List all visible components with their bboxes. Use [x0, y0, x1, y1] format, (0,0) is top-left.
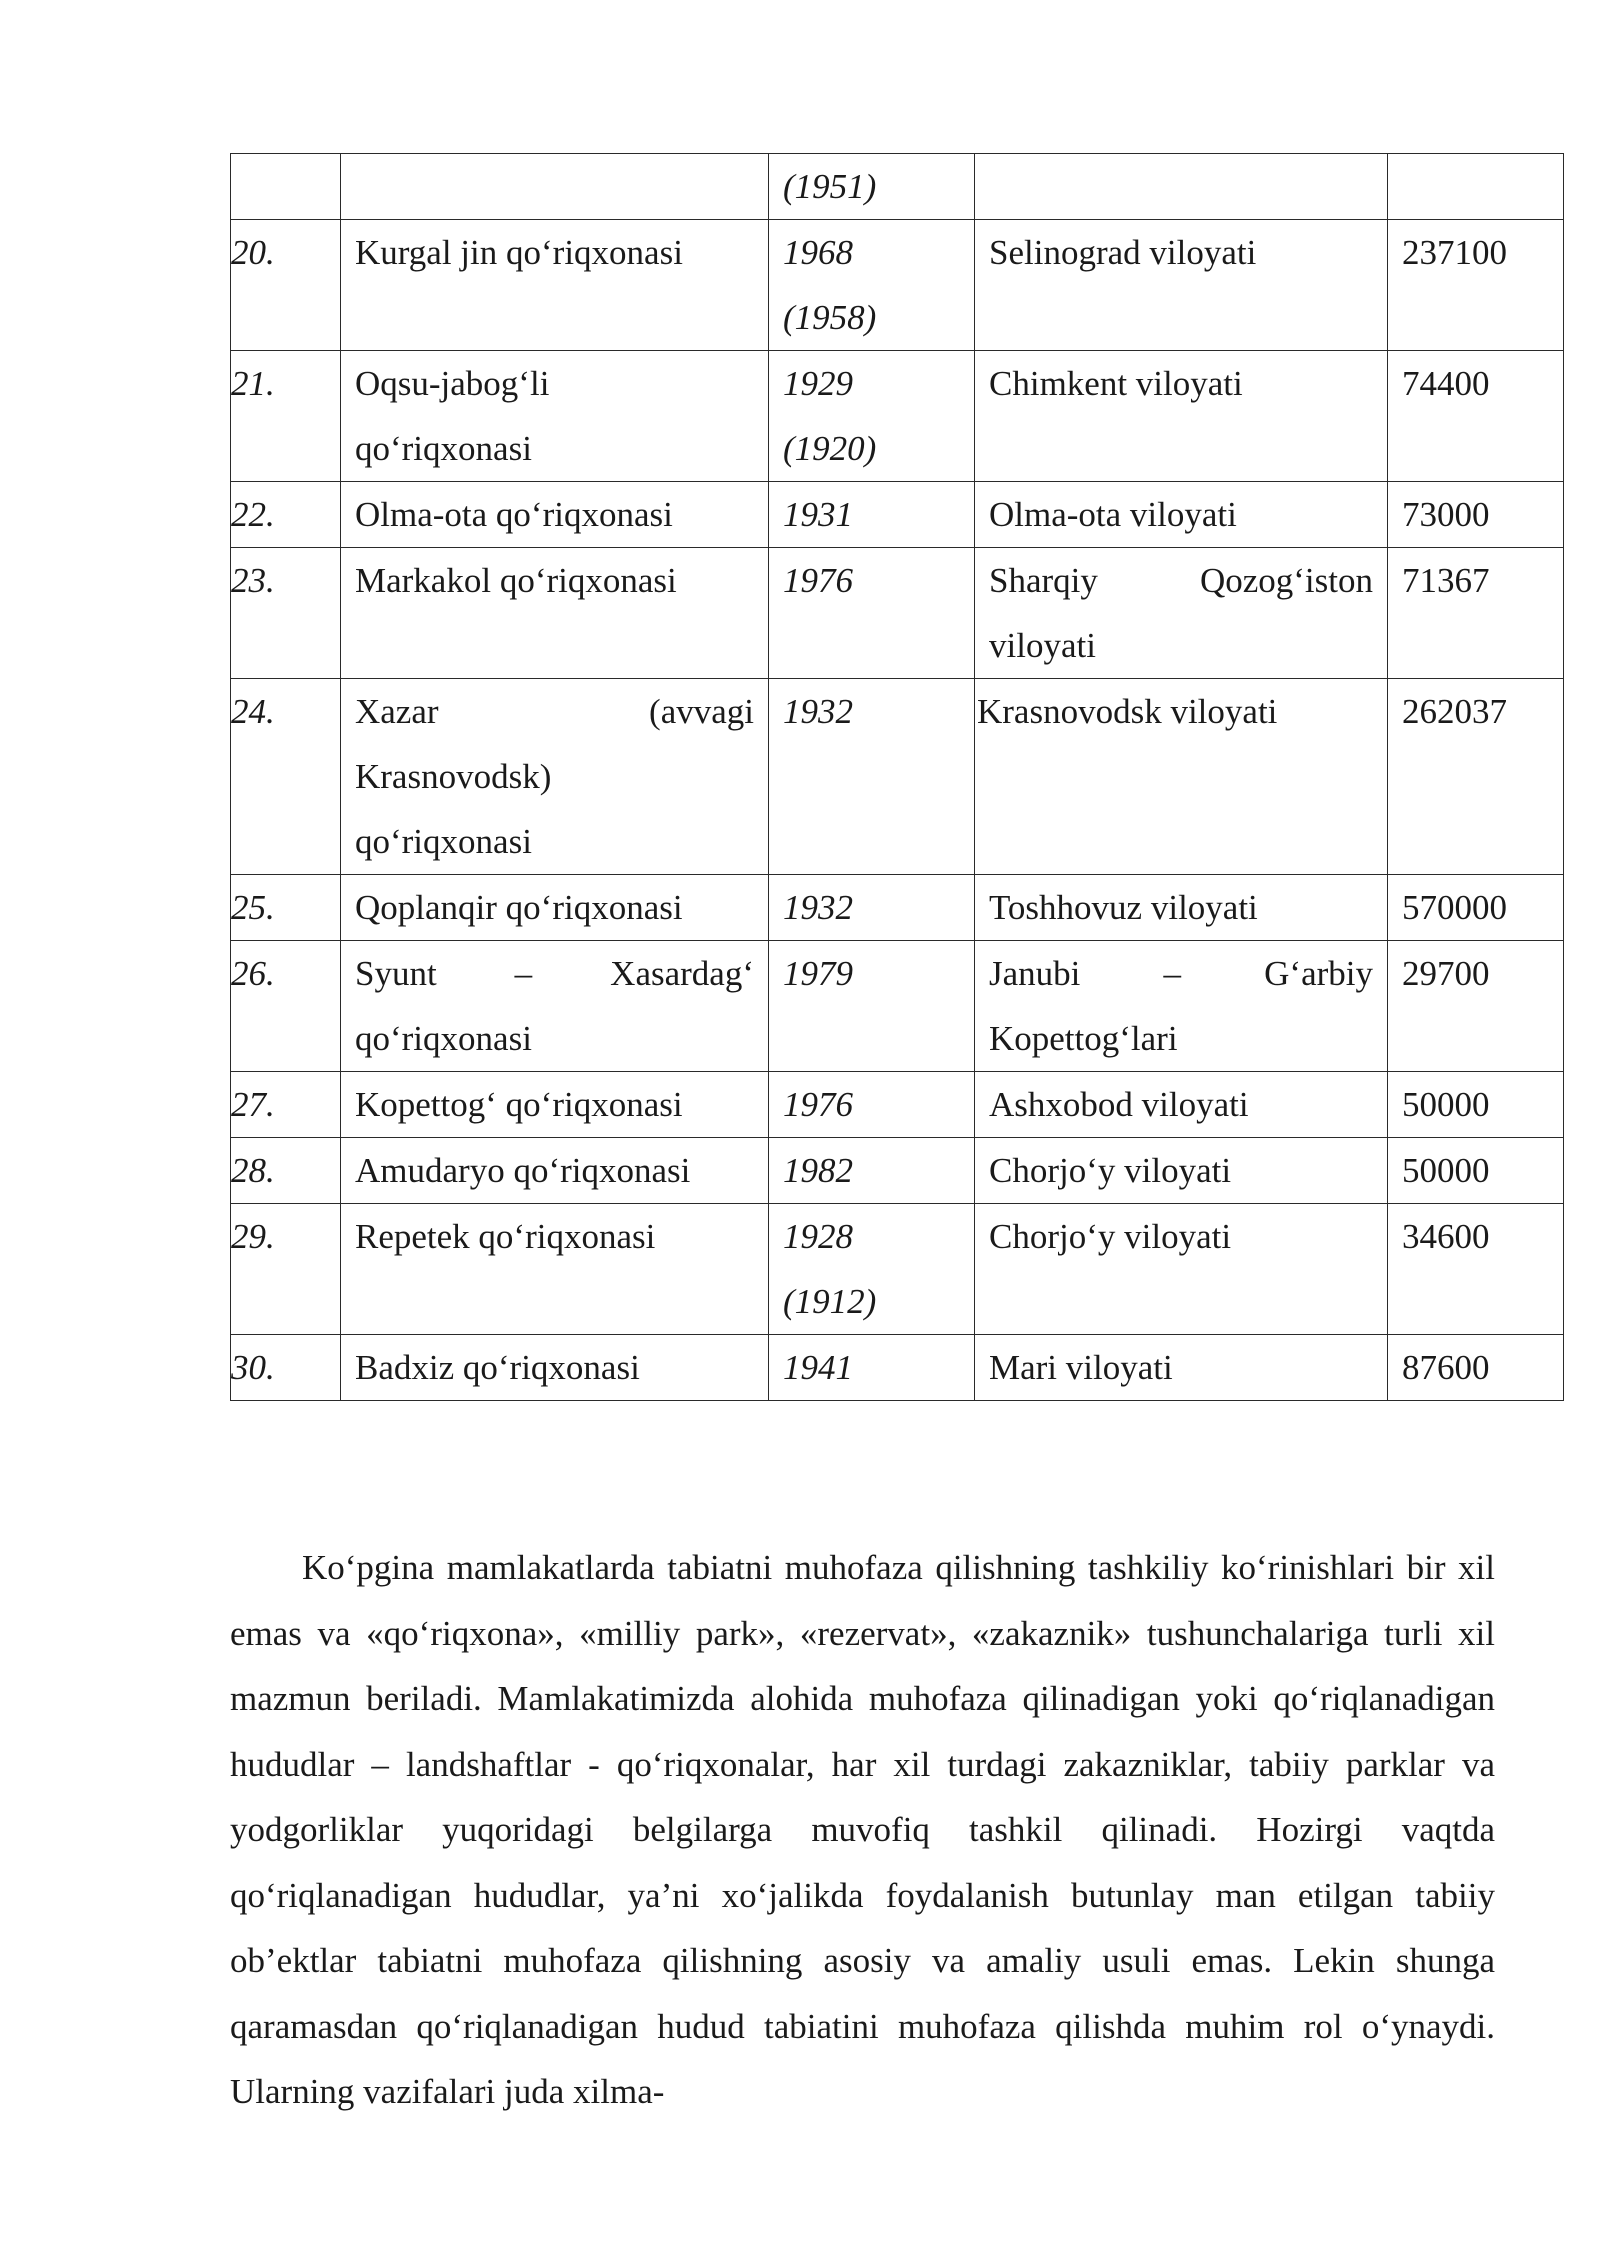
area-cell — [1388, 1072, 1564, 1138]
region-line: Chimkent viloyati — [989, 364, 1243, 403]
name-line: Krasnovodsk) — [355, 757, 552, 796]
region-line: viloyati — [989, 626, 1096, 665]
region-line: Sharqiy Qozog‘iston — [989, 561, 1373, 600]
year-line: 1928 — [783, 1217, 853, 1256]
name-line: qo‘riqxonasi — [355, 429, 532, 468]
table-row — [231, 548, 1564, 679]
table-row — [231, 154, 1564, 220]
year-line: 1931 — [783, 495, 853, 534]
founded-year-cell — [769, 1072, 975, 1138]
row-number-cell — [231, 1072, 341, 1138]
year-line: 1982 — [783, 1151, 853, 1190]
year-line: 1976 — [783, 1085, 853, 1124]
name-line: Syunt – Xasardag‘ — [355, 954, 754, 993]
region-cell — [975, 154, 1388, 220]
year-line: 1941 — [783, 1348, 853, 1387]
area-cell — [1388, 679, 1564, 875]
name-line: qo‘riqxonasi — [355, 1019, 532, 1058]
row-number-cell — [231, 941, 341, 1072]
year-line: (1951) — [783, 167, 877, 206]
region-cell — [975, 875, 1388, 941]
region-line: Krasnovodsk viloyati — [977, 692, 1278, 731]
reserve-name-cell — [341, 1335, 769, 1401]
area-cell — [1388, 875, 1564, 941]
area-cell — [1388, 1204, 1564, 1335]
region-line: Chorjo‘y viloyati — [989, 1151, 1232, 1190]
name-line: Xazar (avvagi — [355, 692, 754, 731]
founded-year-cell — [769, 941, 975, 1072]
reserve-name-cell — [341, 482, 769, 548]
year-line: (1920) — [783, 429, 877, 468]
table-row — [231, 1335, 1564, 1401]
row-number-cell — [231, 1335, 341, 1401]
reserve-name-cell — [341, 351, 769, 482]
row-number: 22. — [231, 495, 275, 534]
area-value: 50000 — [1402, 1085, 1490, 1124]
area-value: 262037 — [1402, 692, 1507, 731]
reserve-name-cell — [341, 1072, 769, 1138]
area-cell — [1388, 1335, 1564, 1401]
founded-year-cell — [769, 220, 975, 351]
reserve-name-cell — [341, 679, 769, 875]
area-cell — [1388, 548, 1564, 679]
name-line: Kopettog‘ qo‘riqxonasi — [355, 1085, 683, 1124]
name-line: Kurgal jin qo‘riqxonasi — [355, 233, 683, 272]
founded-year-cell — [769, 875, 975, 941]
reserve-name-cell — [341, 220, 769, 351]
row-number-cell — [231, 482, 341, 548]
year-line: 1968 — [783, 233, 853, 272]
reserve-name-cell — [341, 1204, 769, 1335]
body-paragraph-text: Ko‘pgina mamlakatlarda tabiatni muhofaza qilishning tashkiliy ko‘rinishlari bir xil emas va «qo‘riqxona», «milliy park», «rezervat», «zakaznik» tushunchalariga turli xil mazmun beriladi. Mamlakatimizda alohida muhofaza qilinadigan yoki qo‘riqlanadigan hududlar – landshaftlar - qo‘riqxonalar, har xil turdagi zakazniklar, tabiiy parklar va yodgorliklar yuqoridagi belgilarga muvofiq tashkil qilinadi. Hozirgi vaqtda qo‘riqlanadigan hududlar, ya’ni xo‘jalikda foydalanish butunlay man etilgan tabiiy ob’ektlar tabiatni muhofaza qilishning asosiy va amaliy usuli emas. Lekin shunga qaramasdan qo‘riqlanadigan hudud tabiatini muhofaza qilishda muhim rol o‘ynaydi. Ularning vazifalari juda xilma- — [230, 1548, 1495, 2111]
table-row — [231, 351, 1564, 482]
row-number: 25. — [231, 888, 275, 927]
area-cell — [1388, 941, 1564, 1072]
founded-year-cell — [769, 154, 975, 220]
table-row — [231, 1204, 1564, 1335]
year-line: 1932 — [783, 692, 853, 731]
row-number: 21. — [231, 364, 275, 403]
row-number-cell — [231, 679, 341, 875]
area-value: 570000 — [1402, 888, 1507, 927]
name-line: Olma-ota qo‘riqxonasi — [355, 495, 673, 534]
table-row — [231, 875, 1564, 941]
area-value: 87600 — [1402, 1348, 1490, 1387]
name-line: qo‘riqxonasi — [355, 822, 532, 861]
area-value: 34600 — [1402, 1217, 1490, 1256]
area-cell — [1388, 154, 1564, 220]
region-cell — [975, 351, 1388, 482]
name-line: Badxiz qo‘riqxonasi — [355, 1348, 640, 1387]
table-row — [231, 482, 1564, 548]
area-value: 29700 — [1402, 954, 1490, 993]
region-cell — [975, 1335, 1388, 1401]
name-line: Qoplanqir qo‘riqxonasi — [355, 888, 683, 927]
row-number-cell — [231, 548, 341, 679]
region-cell — [975, 220, 1388, 351]
founded-year-cell — [769, 548, 975, 679]
body-paragraph — [230, 1535, 1495, 2125]
row-number-cell — [231, 875, 341, 941]
reserve-name-cell — [341, 941, 769, 1072]
row-number: 26. — [231, 954, 275, 993]
area-value: 74400 — [1402, 364, 1490, 403]
founded-year-cell — [769, 1138, 975, 1204]
row-number: 23. — [231, 561, 275, 600]
year-line: 1976 — [783, 561, 853, 600]
founded-year-cell — [769, 482, 975, 548]
year-line: 1932 — [783, 888, 853, 927]
reserve-name-cell — [341, 1138, 769, 1204]
area-value: 237100 — [1402, 233, 1507, 272]
table-row — [231, 941, 1564, 1072]
table-row — [231, 1138, 1564, 1204]
region-line: Kopettog‘lari — [989, 1019, 1178, 1058]
region-cell — [975, 1204, 1388, 1335]
year-line: (1912) — [783, 1282, 877, 1321]
name-line: Markakol qo‘riqxonasi — [355, 561, 677, 600]
name-line: Repetek qo‘riqxonasi — [355, 1217, 656, 1256]
area-cell — [1388, 220, 1564, 351]
region-cell — [975, 941, 1388, 1072]
area-value: 50000 — [1402, 1151, 1490, 1190]
region-line: Ashxobod viloyati — [989, 1085, 1249, 1124]
row-number: 27. — [231, 1085, 275, 1124]
row-number: 29. — [231, 1217, 275, 1256]
region-line: Chorjo‘y viloyati — [989, 1217, 1232, 1256]
region-line: Mari viloyati — [989, 1348, 1173, 1387]
year-line: 1929 — [783, 364, 853, 403]
row-number: 20. — [231, 233, 275, 272]
founded-year-cell — [769, 1204, 975, 1335]
region-cell — [975, 679, 1388, 875]
year-line: 1979 — [783, 954, 853, 993]
reserves-table-body — [231, 154, 1564, 1401]
row-number-cell — [231, 351, 341, 482]
reserve-name-cell — [341, 875, 769, 941]
region-cell — [975, 1138, 1388, 1204]
area-value: 71367 — [1402, 561, 1490, 600]
region-line: Olma-ota viloyati — [989, 495, 1237, 534]
region-cell — [975, 1072, 1388, 1138]
row-number-cell — [231, 154, 341, 220]
table-row — [231, 679, 1564, 875]
region-line: Selinograd viloyati — [989, 233, 1257, 272]
founded-year-cell — [769, 351, 975, 482]
region-cell — [975, 548, 1388, 679]
region-line: Janubi – G‘arbiy — [989, 954, 1373, 993]
name-line: Oqsu-jabog‘li — [355, 364, 550, 403]
row-number: 28. — [231, 1151, 275, 1190]
table-row — [231, 1072, 1564, 1138]
region-line: Toshhovuz viloyati — [989, 888, 1258, 927]
founded-year-cell — [769, 1335, 975, 1401]
row-number-cell — [231, 220, 341, 351]
area-value: 73000 — [1402, 495, 1490, 534]
year-line: (1958) — [783, 298, 877, 337]
row-number-cell — [231, 1204, 341, 1335]
founded-year-cell — [769, 679, 975, 875]
area-cell — [1388, 482, 1564, 548]
row-number: 30. — [231, 1348, 275, 1387]
area-cell — [1388, 351, 1564, 482]
reserves-table — [230, 153, 1564, 1401]
row-number: 24. — [231, 692, 275, 731]
name-line: Amudaryo qo‘riqxonasi — [355, 1151, 691, 1190]
reserve-name-cell — [341, 154, 769, 220]
row-number-cell — [231, 1138, 341, 1204]
area-cell — [1388, 1138, 1564, 1204]
region-cell — [975, 482, 1388, 548]
table-row — [231, 220, 1564, 351]
reserve-name-cell — [341, 548, 769, 679]
